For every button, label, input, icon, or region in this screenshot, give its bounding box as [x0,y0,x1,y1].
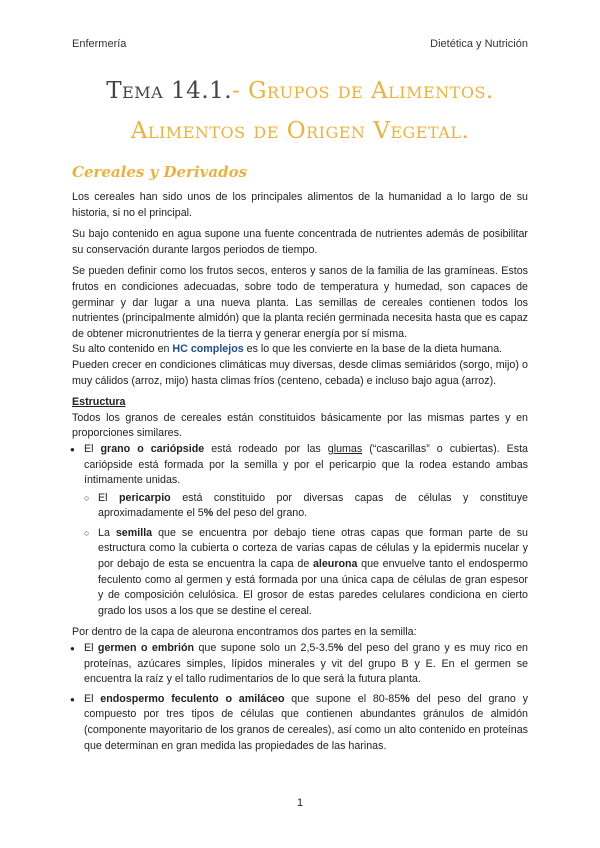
paragraph: Todos los granos de cereales están constituidos básicamente por las mismas partes y en proporciones similares. [72,411,528,440]
term-pericarpio: pericarpio [119,491,171,504]
text-run: del peso del grano y compuesto por tres tipos de células que contienen abundantes gránulos de almidón (componente mayoritario de los granos de cereales), así como un alto contenido en proteínas que determinan en gran medida las propiedades de las harinas. [84,692,528,752]
paragraph: Se pueden definir como los frutos secos, enteros y sanos de la familia de las gramíneas. Estos frutos en condiciones adecuadas, sobre todo de temperatura y humedad, son capaces de germinar y dar lugar a una nueva planta. Las semillas de cereales contienen todos los nutrientes (principalmente almidón) que la planta recién germinada necesita hasta que es capaz de obtener micronutrientes de la tierra y generar energía por sí misma. [72,265,528,340]
paragraph: Su bajo contenido en agua supone una fuente concentrada de nutrientes además de posibilitar su conservación durante largos periodos de tiempo. [72,228,528,256]
text-run: El [84,692,101,705]
document-body [72,190,528,760]
term-germen: germen o embrión [97,642,195,655]
bullet-list [72,641,528,754]
list-item [72,442,528,620]
percent-sign: % [333,642,344,655]
paragraph: Los cereales han sido unos de los principales alimentos de la humanidad a lo largo de su historia, si no el principal. [72,191,528,219]
text-run: es lo que les convierte en la base de la dieta humana. [243,343,503,356]
term-aleurona: aleurona [312,558,358,571]
header-course: Enfermería [72,38,127,50]
title-topic-number: Tema 14.1. [106,78,233,104]
term-endospermo: endospermo feculento o amiláceo [100,692,285,705]
text-run: que supone el 80-85 [284,692,401,705]
text-run: El [98,491,120,504]
text-run: está constituido por diversas capas de células y constituye aproximadamente el 5 [98,491,528,520]
page-title [0,78,600,104]
paragraph [72,342,528,358]
text-run: del peso del grano. [213,507,308,520]
text-run: que se encuentra por debajo tiene otras capas que forman parte de su estructura como la cubierta o corteza de varias capas de células y la epidermis nucelar y por debajo de esta se encuentra la capa de [98,526,528,571]
list-item [84,491,528,522]
bullet-list [72,442,528,620]
text-run: La [98,526,116,539]
text-run: que supone solo un 2,5-3.5 [194,642,334,655]
page-subtitle: Alimentos de Origen Vegetal. [130,118,470,144]
text-run: El [84,442,101,455]
section-heading: Cereales y Derivados [72,163,248,181]
highlight-hc-complejos: HC complejos [172,343,244,356]
text-run: está rodeado por las [204,442,328,455]
text-run: que envuelve tanto el endospermo feculento como al germen y está formada por una única capa de células de gran espesor y de composición celulósica. El grosor de estas paredes celulares condiciona en cierto grado los usos a los que se destine el cereal. [98,558,528,617]
title-topic-name: - Grupos de Alimentos. [232,78,494,104]
percent-sign: % [400,692,410,705]
paragraph: Pueden crecer en condiciones climáticas muy diversas, desde climas semiáridos (sorgo, mijo) o muy cálidos (arroz, mijo) hasta climas fríos (centeno, cebada) e incluso bajo agua (arroz). [72,358,528,387]
term-semilla: semilla [115,526,153,539]
subheading-estructura: Estructura [72,396,126,409]
list-item [72,641,528,688]
list-item [84,526,528,620]
list-item [72,692,528,754]
text-run: (“cascarillas” o cubiertas). Esta cariópside está formada por la semilla y por el pericarpio que la rodea estando ambas íntimamente unidas. [84,442,528,487]
page-number: 1 [296,797,304,809]
text-run: del peso del grano y es muy rico en proteínas, azúcares simples, lípidos minerales y vit del grupo B y E. En el germen se encuentra la raíz y el tallo rudimentarios de lo que será la futura planta. [84,642,528,686]
header-subject: Dietética y Nutrición [430,38,528,50]
sub-bullet-list [84,491,528,620]
paragraph: Por dentro de la capa de aleurona encontramos dos partes en la semilla: [72,626,417,639]
term-grano: grano o cariópside [100,442,205,455]
text-run: El [84,642,98,655]
term-glumas: glumas [327,442,363,455]
text-run: Su alto contenido en [72,343,173,356]
percent-sign: % [203,507,214,520]
